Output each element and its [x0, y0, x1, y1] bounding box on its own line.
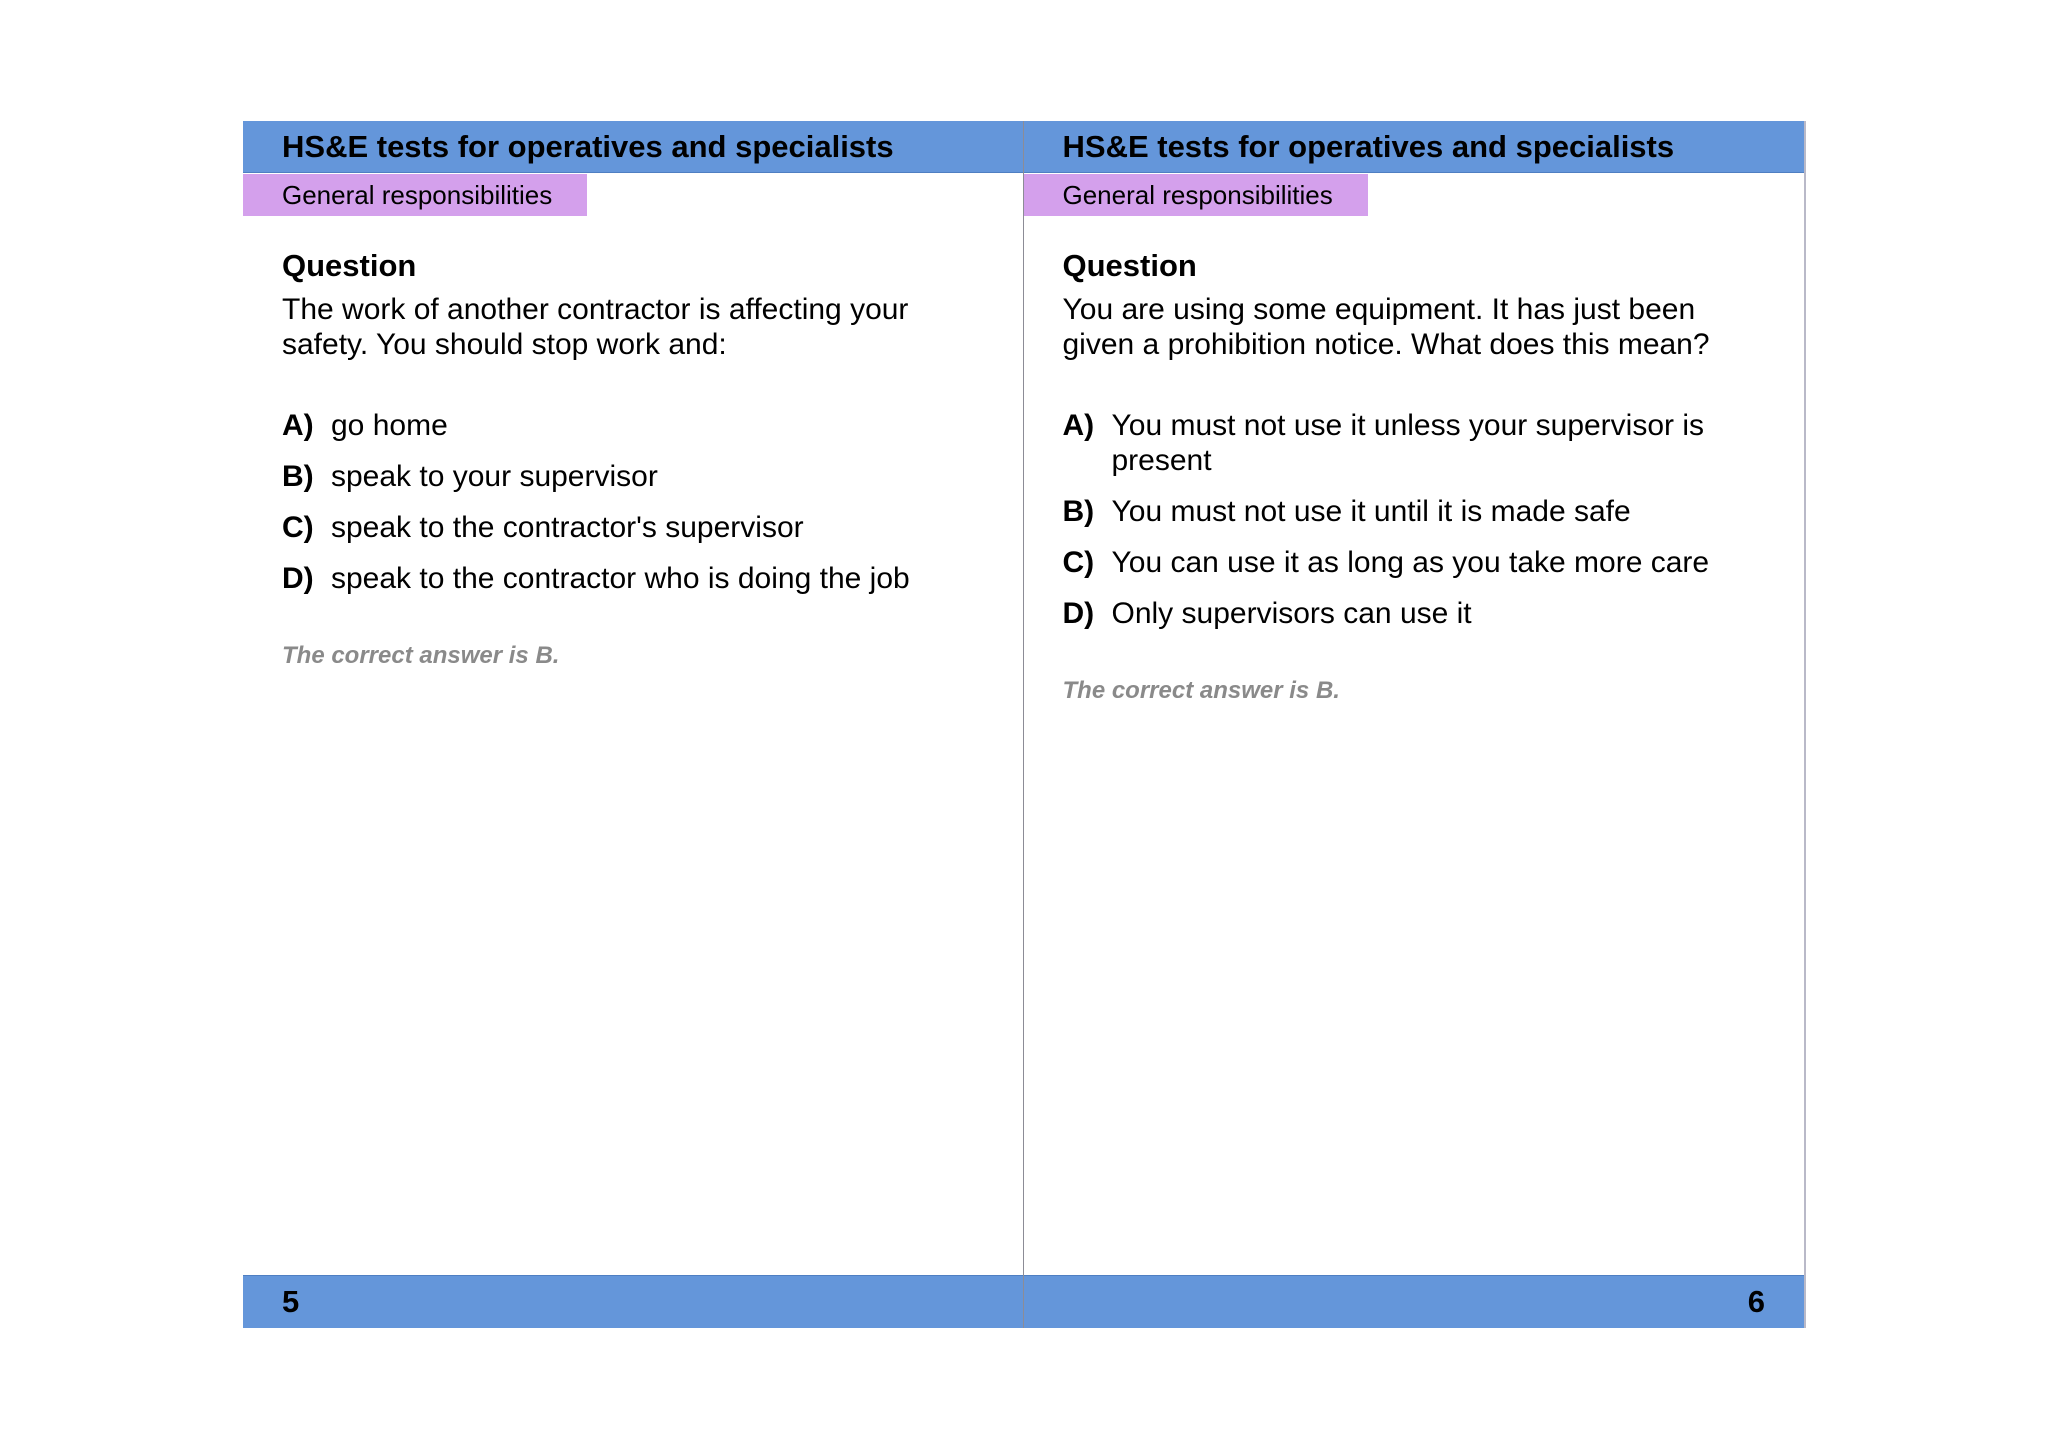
correct-answer: The correct answer is B.: [1062, 677, 1340, 704]
option-text: go home: [331, 409, 448, 442]
option-letter: C): [1062, 546, 1095, 579]
book-spread: [243, 121, 1806, 1328]
option-c: [1063, 545, 1763, 580]
option-text: speak to the contractor who is doing the job: [331, 562, 910, 595]
option-c: [282, 510, 982, 545]
option-letter: B): [1062, 495, 1095, 528]
correct-answer: The correct answer is B.: [282, 642, 560, 669]
section-label: General responsibilities: [282, 180, 553, 210]
question-text: You are using some equipment. It has just been given a prohibition notice. What does this mean?: [1062, 293, 1710, 361]
option-a: [282, 408, 982, 443]
page-number: 5: [282, 1284, 300, 1319]
option-letter: D): [282, 562, 314, 595]
option-a: [1063, 408, 1763, 478]
section-label: General responsibilities: [1062, 180, 1333, 210]
section-tag: [1024, 174, 1368, 216]
option-text: You must not use it until it is made safe: [1111, 495, 1631, 528]
option-letter: B): [282, 460, 314, 493]
page-left: [243, 121, 1024, 1328]
question-text: The work of another contractor is affecting your safety. You should stop work and:: [282, 293, 909, 361]
answer-options: [282, 408, 982, 596]
option-b: [1063, 494, 1763, 529]
option-letter: A): [1062, 409, 1095, 442]
page-number: 6: [1747, 1284, 1765, 1319]
question-label: Question: [1062, 248, 1197, 283]
page-footer: [1024, 1275, 1805, 1328]
option-letter: C): [282, 511, 314, 544]
question-block: [282, 248, 982, 670]
option-text: speak to the contractor's supervisor: [331, 511, 804, 544]
header-title: HS&E tests for operatives and specialists: [282, 129, 894, 164]
header-title: HS&E tests for operatives and specialists: [1062, 129, 1675, 164]
option-text: Only supervisors can use it: [1111, 597, 1472, 630]
page-right: [1024, 121, 1805, 1328]
page-header: [1024, 121, 1805, 173]
option-letter: A): [282, 409, 314, 442]
option-text: speak to your supervisor: [331, 460, 658, 493]
option-d: [282, 561, 982, 596]
option-text: You can use it as long as you take more care: [1111, 546, 1710, 579]
section-tag: [243, 174, 587, 216]
page-header: [243, 121, 1023, 173]
option-d: [1063, 596, 1763, 631]
question-block: [1063, 248, 1763, 705]
page-footer: [243, 1275, 1023, 1328]
answer-options: [1063, 408, 1763, 631]
option-letter: D): [1062, 597, 1095, 630]
option-b: [282, 459, 982, 494]
option-text: You must not use it unless your supervisor is present: [1111, 409, 1705, 477]
question-label: Question: [282, 248, 417, 283]
